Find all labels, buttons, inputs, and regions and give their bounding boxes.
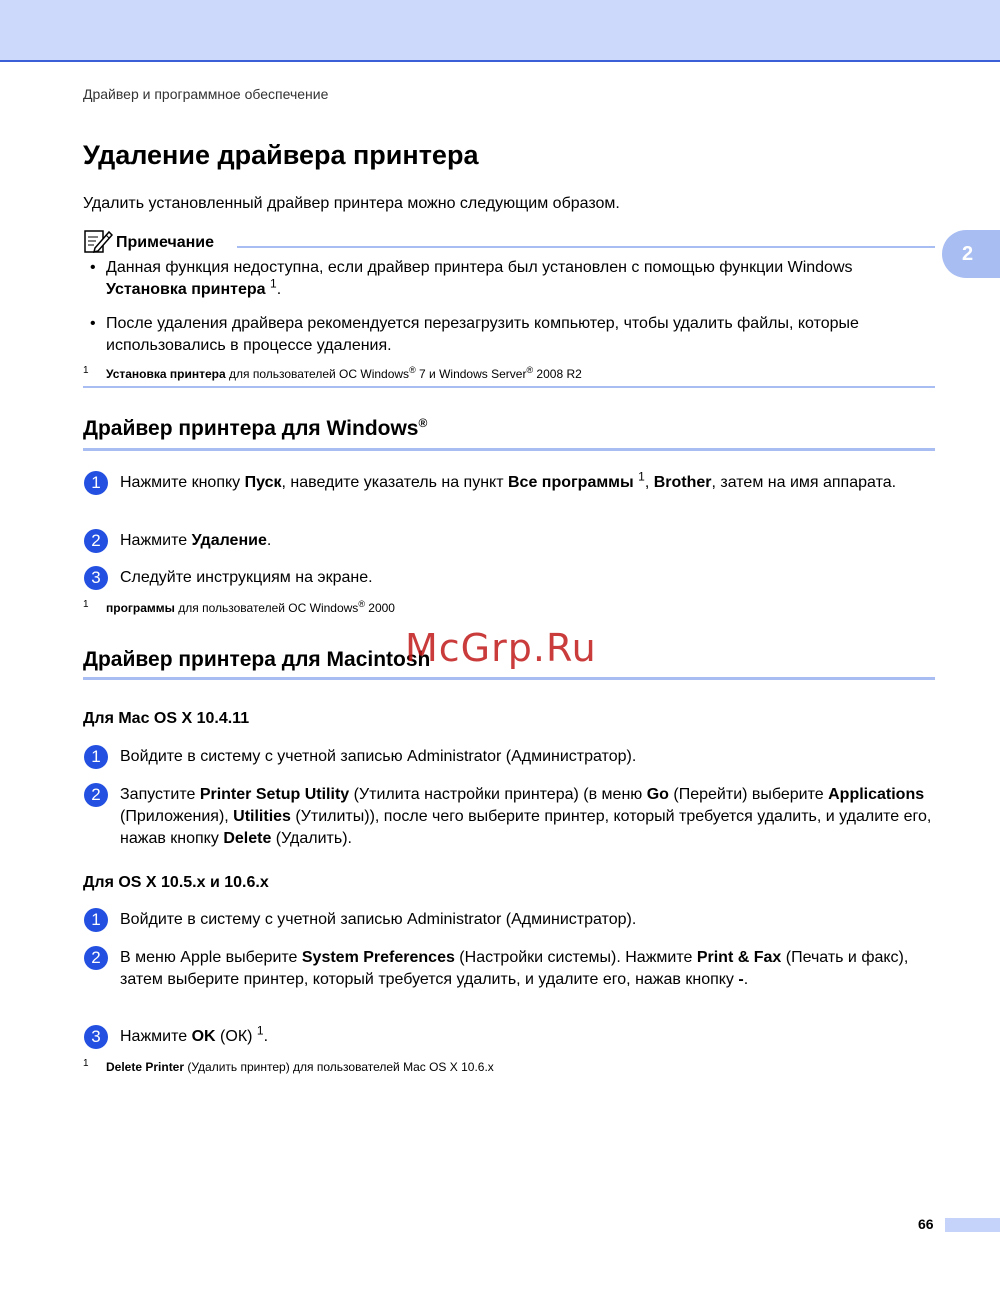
step-number-badge: 2 — [84, 946, 108, 970]
note-bullet-2 — [90, 313, 900, 357]
windows-footnote: 1 программы для пользователей ОС Windows® 2000 — [83, 599, 395, 615]
breadcrumb: Драйвер и программное обеспечение — [83, 86, 329, 102]
chapter-tab: 2 — [942, 230, 1000, 278]
mac-104-step-1: 1 Войдите в систему с учетной записью Administrator (Администратор). — [84, 746, 936, 768]
footnote-number: 1 — [83, 599, 89, 610]
windows-step-1: 1 Нажмите кнопку Пуск, наведите указатель на пункт Все программы $^1$, Brother, затем на имя аппарата. — [84, 472, 936, 494]
mac-subheading-1: Для Mac OS X 10.4.11 — [83, 710, 250, 727]
registered-mark: ® — [526, 365, 534, 375]
top-header-bar — [0, 0, 1000, 62]
step-number-badge: 1 — [84, 745, 108, 769]
note-bullet-1: • Данная функция недоступна, если драйвер принтера был установлен с помощью функции Windows Установка принтера $^1$. — [90, 259, 853, 298]
mac-heading-rule — [83, 677, 935, 680]
footnote-ref: 1 — [638, 469, 645, 484]
footnote-number: 1 — [83, 1058, 89, 1069]
windows-step-2: 2 Нажмите Удаление. — [84, 530, 936, 552]
note-divider — [237, 246, 935, 248]
mac-footnote: 1 Delete Printer (Удалить принтер) для пользователей Mac OS X 10.6.x — [83, 1058, 494, 1074]
footnote-ref: 1 — [270, 276, 277, 291]
mac-104-step-2: 2 Запустите Printer Setup Utility (Утилита настройки принтера) (в меню Go (Перейти) выберите Applications (Приложения), Utilities (Утилиты)), после чего выберите принтер, который требуется удалить, и удалите его, нажав кнопку Delete (Удалить). — [84, 784, 936, 850]
windows-heading-rule — [83, 448, 935, 451]
step-number-badge: 1 — [84, 908, 108, 932]
note-footnote — [83, 367, 582, 381]
mac-subheading-2: Для OS X 10.5.x и 10.6.x — [83, 874, 269, 891]
footnote-number: 1 — [83, 365, 89, 376]
mac-105-step-1: 1 Войдите в систему с учетной записью Administrator (Администратор). — [84, 909, 936, 931]
bullet-dot: • — [90, 259, 96, 276]
footnote-text: для пользователей ОС Windows — [225, 367, 410, 381]
bullet-1-text: Данная функция недоступна, если драйвер принтера был установлен с помощью функции Windows — [106, 259, 853, 276]
mac-heading: Драйвер принтера для Macintosh — [83, 648, 431, 671]
mac-105-step-3: 3 Нажмите OK (ОК) $^1$. — [84, 1026, 936, 1048]
bullet-2-text: После удаления драйвера рекомендуется перезагрузить компьютер, чтобы удалить файлы, которые использовались в процессе удаления. — [106, 315, 859, 354]
page-number: 66 — [918, 1216, 934, 1232]
note-pencil-icon — [83, 228, 113, 254]
page-number-bar — [945, 1218, 1000, 1232]
intro-text: Удалить установленный драйвер принтера можно следующим образом. — [83, 195, 620, 212]
windows-heading: Драйвер принтера для Windows® — [83, 416, 428, 440]
step-number-badge: 1 — [84, 471, 108, 495]
note-bottom-divider — [83, 386, 935, 388]
footnote-bold: Установка принтера — [106, 367, 226, 381]
mac-105-step-2: 2 В меню Apple выберите System Preferences (Настройки системы). Нажмите Print & Fax (Печать и факс), затем выберите принтер, который требуется удалить, и удалите его, нажав кнопку -. — [84, 947, 936, 991]
page-title: Удаление драйвера принтера — [83, 140, 479, 170]
registered-mark: ® — [358, 599, 365, 609]
step-number-badge: 3 — [84, 1025, 108, 1049]
step-number-badge: 3 — [84, 566, 108, 590]
footnote-text: 2008 R2 — [533, 367, 582, 381]
note-header — [83, 228, 935, 256]
step-number-badge: 2 — [84, 783, 108, 807]
watermark: McGrp.Ru — [405, 626, 597, 670]
windows-step-3: 3 Следуйте инструкциям на экране. — [84, 567, 936, 589]
note-label: Примечание — [116, 234, 215, 251]
registered-mark: ® — [418, 416, 428, 430]
step-number-badge: 2 — [84, 529, 108, 553]
bullet-1-bold: Установка принтера — [106, 281, 266, 298]
footnote-text: 7 и Windows Server — [415, 367, 527, 381]
registered-mark: ® — [409, 365, 416, 375]
bullet-dot: • — [90, 315, 96, 332]
footnote-ref: 1 — [256, 1023, 264, 1038]
